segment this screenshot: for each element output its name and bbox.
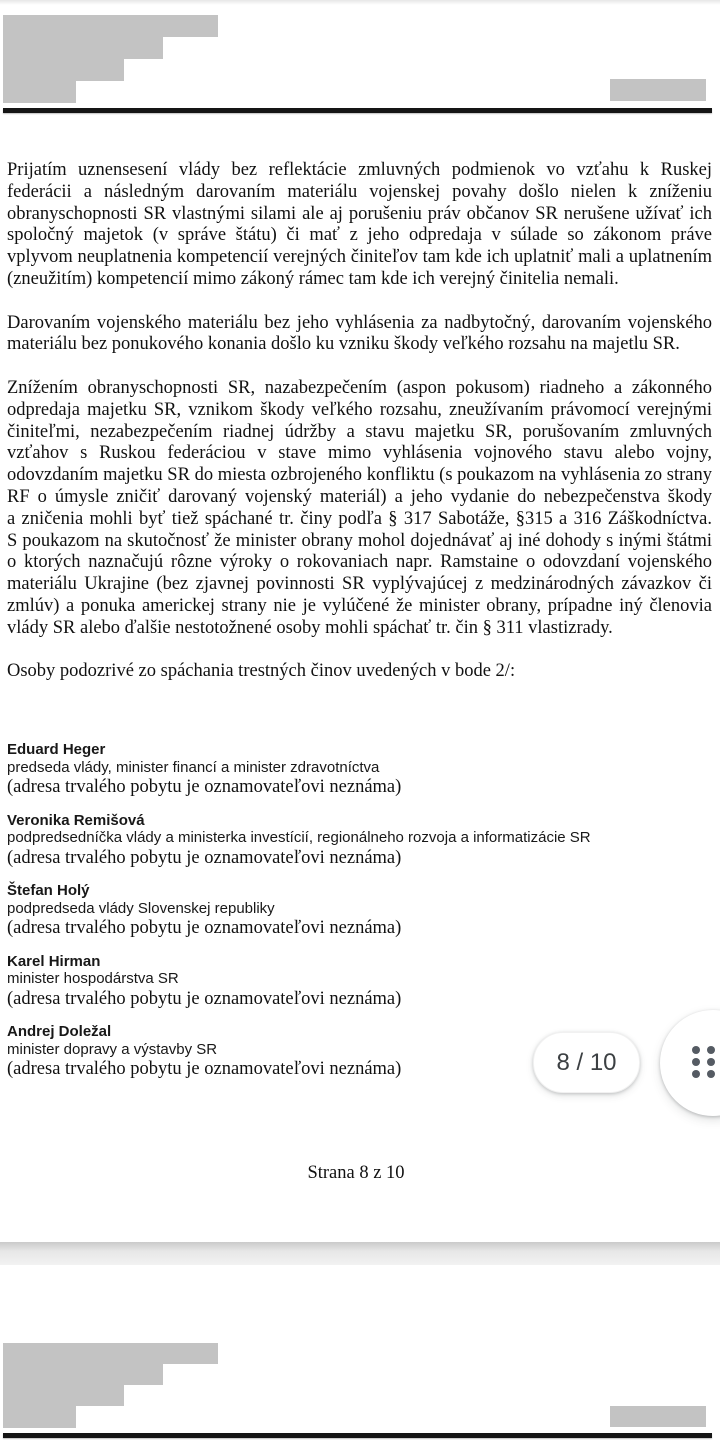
header-rule (3, 1433, 712, 1438)
person-address: (adresa trvalého pobytu je oznamovateľovi neznáma) (7, 847, 402, 868)
redacted-block (3, 15, 218, 37)
paragraph: Znížením obranyschopnosti SR, nazabezpečením (aspon pokusom) riadneho a zákonného odpredaja majetku SR, vznikom škody veľkého rozsahu, zneužívaním právomocí verejnými činiteľmi, nezabezpečením riadnej údržby a stavu majetku SR, porušovaním zmluvných vzťahov s Ruskou federáciou v stave mimo vyhlásenia vojnového stavu alebo vojny, odovzdaním majetku SR do miesta ozbrojeného konfliktu (s poukazom na vyhlásenia zo strany RF o úmysle zničiť darovaný vojenský materiál) a jeho vydanie do nebezpečenstva škody a zničenia mohli byť tiež spáchané tr. činy podľa § 317 Sabotáže, §315 a 316 Záškodníctva. S poukazom na skutočnosť že minister obrany mohol dojednávať aj iné dohody s inými štátmi o ktorých naznačujú rôzne výroky o rokovaniach napr. Ramstaine o odovzdaní vojenského materiálu Ukrajine (bez zjavnej povinnosti SR vyplývajúcej z medzinárodných závazkov či zmlúv) a ponuka americkej strany nie je vylúčené že minister obrany, prípadne iný členovia vlády SR alebo ďalšie nestotožnené osoby mohli spáchať tr. čin § 311 vlastizrady. (7, 377, 712, 638)
person-role: predseda vlády, minister financí a minister zdravotníctva (7, 758, 380, 776)
paragraph: Darovaním vojenského materiálu bez jeho vyhlásenia za nadbytočný, darovaním vojenského materiálu bez ponukového konania došlo ku vzniku škody veľkého rozsahu na majetlu SR. (7, 312, 712, 355)
person-address: (adresa trvalého pobytu je oznamovateľovi neznáma) (7, 777, 402, 797)
person-address: (adresa trvalého pobytu je oznamovateľovi neznáma) (7, 988, 402, 1009)
redacted-block (610, 1406, 706, 1427)
person-role: podpredseda vlády Slovenskej republiky (7, 899, 275, 917)
page-indicator-label: 8 / 10 (556, 1048, 617, 1076)
redacted-block (3, 59, 124, 81)
redacted-block (3, 1364, 163, 1385)
page-indicator-badge (533, 1032, 640, 1093)
header-rule (3, 108, 712, 113)
person-entry (7, 741, 712, 799)
redacted-block (3, 1406, 76, 1428)
paragraph: Osoby podozrivé zo spáchania trestných činov uvedených v bode 2/: (7, 661, 516, 682)
redacted-block (610, 79, 706, 101)
redacted-block (3, 1385, 124, 1406)
redacted-block (3, 81, 76, 103)
person-entry (7, 953, 712, 1011)
document-body (7, 160, 712, 705)
page-number-footer: Strana 8 z 10 (307, 1163, 405, 1183)
page-gap-top-fade (0, 0, 720, 5)
person-entry (7, 812, 712, 870)
grid-dots-icon (692, 1046, 715, 1078)
page-gap (0, 1242, 720, 1265)
person-name: Andrej Doležal (7, 1023, 112, 1040)
redacted-block (3, 1343, 218, 1364)
person-name: Eduard Heger (7, 741, 106, 758)
person-name: Štefan Holý (7, 882, 90, 899)
person-role: minister hospodárstva SR (7, 970, 179, 987)
person-role: minister dopravy a výstavby SR (7, 1040, 218, 1058)
paragraph: Prijatím uznensesení vlády bez reflektácie zmluvných podmienok vo vzťahu k Ruskej federácii a následným darovaním materiálu vojenskej povahy došlo nielen k zníženiu obranyschopnosti SR vlastnými silami ale aj porušeniu práv občanov SR nerušene užívať ich spoločný majetok (v správe štátu) či mať z jeho odpredaja v súlade so zákonom práve vplyvom neuplatnenia kompetencií verejných činiteľov tam kde ich uplatniť mali a uplatnením (zneužitím) kompetencií mimo zákoný rámec tam kde ich verejný činitelia nemali. (7, 160, 712, 289)
redacted-block (3, 37, 163, 59)
person-address: (adresa trvalého pobytu je oznamovateľovi neznáma) (7, 1059, 402, 1079)
person-address: (adresa trvalého pobytu je oznamovateľovi neznáma) (7, 918, 402, 938)
person-entry (7, 882, 712, 940)
person-role: podpredsedníčka vlády a ministerka investícií, regionálneho rozvoja a informatizácie SR (7, 829, 591, 846)
person-name: Veronika Remišová (7, 811, 145, 829)
person-name: Karel Hirman (7, 952, 101, 970)
